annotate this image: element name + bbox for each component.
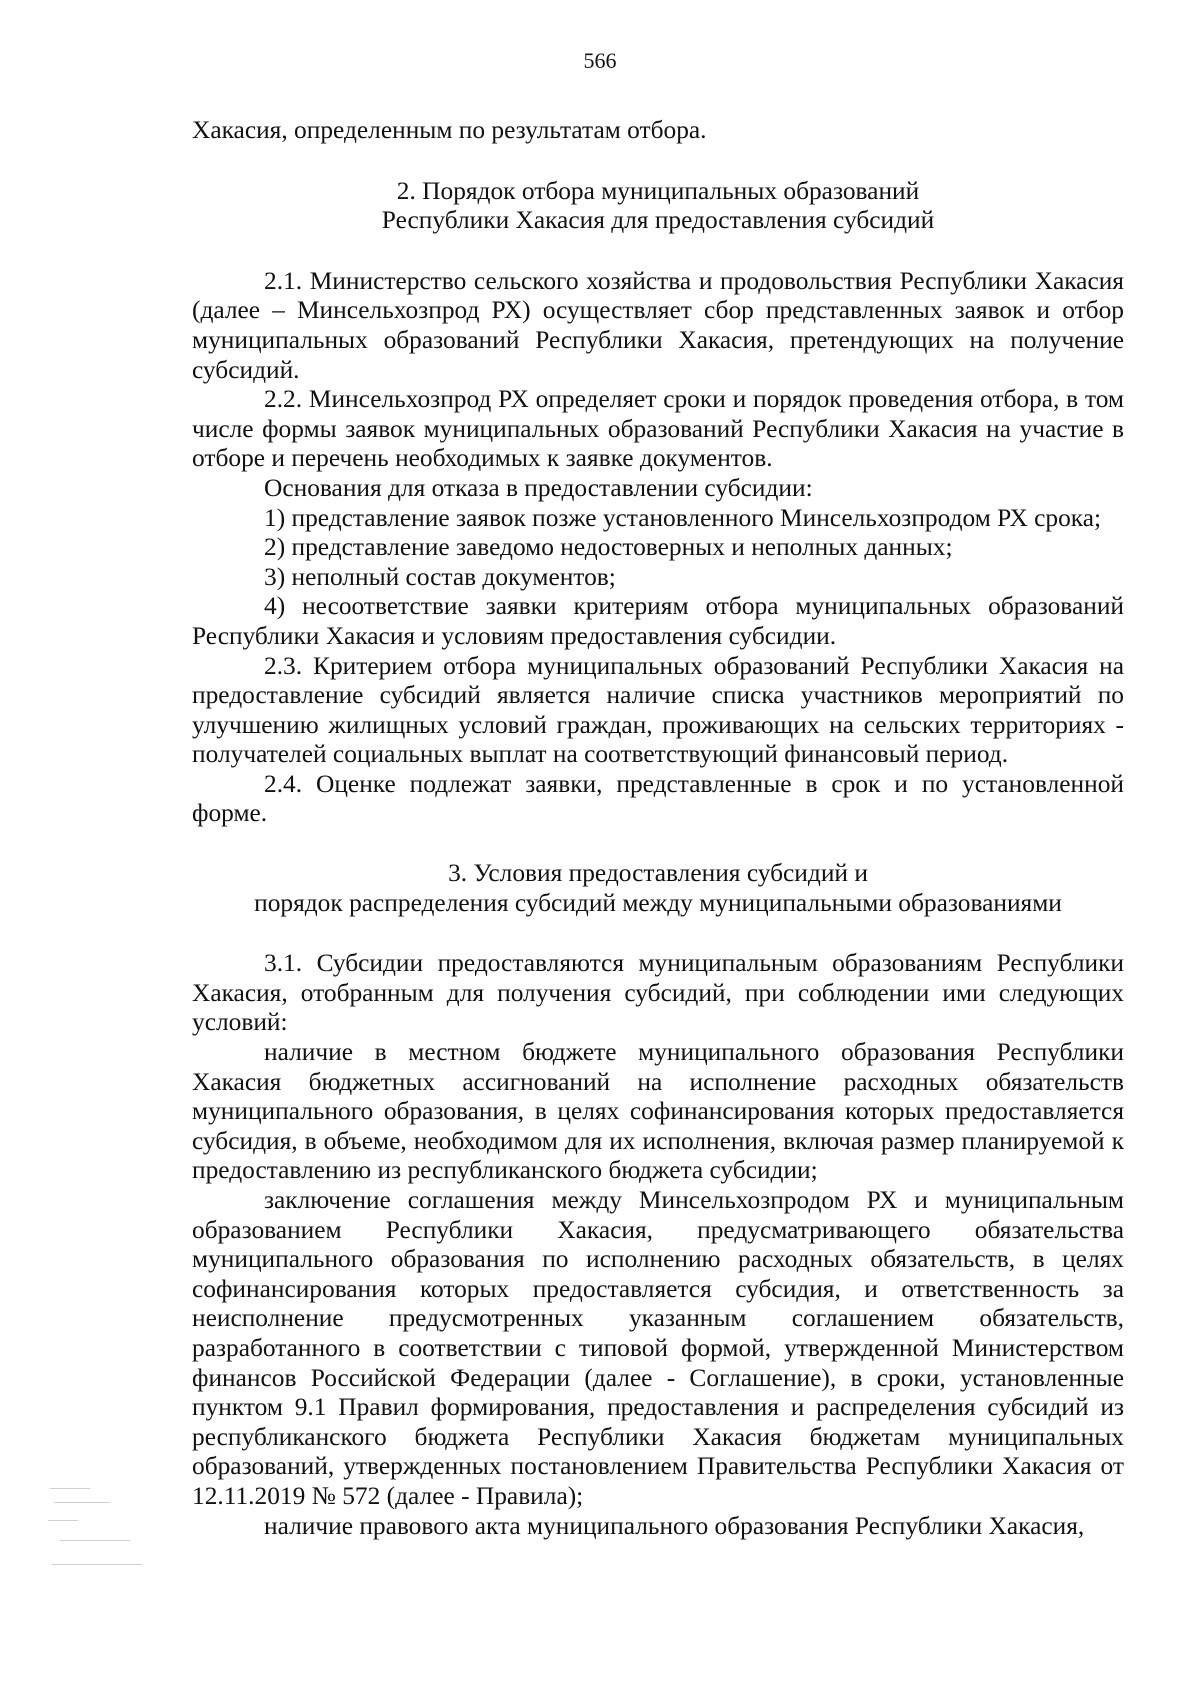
page-number: 566 bbox=[583, 48, 617, 73]
paragraph-2-3: 2.3. Критерием отбора муниципальных образований Республики Хакасия на предоставление субсидий является наличие списка участников мероприятий по улучшению жилищных условий граждан, проживающих на сельских территориях - получателей социальных выплат на соответствующий финансовый период. bbox=[192, 651, 1124, 769]
paragraph-3-1: 3.1. Субсидии предоставляются муниципальным образованиям Республики Хакасия, отобранным для получения субсидий, при соблюдении ими следующих условий: bbox=[192, 949, 1124, 1037]
list-item-2: 2) представление заведомо недостоверных и неполных данных; bbox=[264, 533, 953, 562]
paragraph-2-2: 2.2. Минсельхозпрод РХ определяет сроки и порядок проведения отбора, в том числе формы заявок муниципальных образований Республики Хакасия на участие в отборе и перечень необходимых к заявке документов. bbox=[192, 385, 1124, 473]
list-item-3: 3) неполный состав документов; bbox=[264, 562, 616, 591]
section-heading-2 bbox=[192, 177, 1124, 236]
paragraph-2-1: 2.1. Министерство сельского хозяйства и продовольствия Республики Хакасия (далее – Минсельхозпрод РХ) осуществляет сбор представленных заявок и отбор муниципальных образований Республики Хакасия, претендующих на получение субсидий. bbox=[192, 266, 1124, 384]
paragraph-2-4: 2.4. Оценке подлежат заявки, представленные в срок и по установленной форме. bbox=[192, 769, 1124, 828]
condition-agreement: заключение соглашения между Минсельхозпродом РХ и муниципальным образованием Республики Хакасия, предусматривающего обязательства муниципального образования по исполнению расходных обязательств, в целях софинансирования которых предоставляется субсидия, и ответственность за неисполнение предусмотренных указанным соглашением обязательств, разработанного в соответствии с типовой формой, утвержденной Министерством финансов Российской Федерации (далее - Соглашение), в сроки, установленные пунктом 9.1 Правил формирования, предоставления и распределения субсидий из республиканского бюджета Республики Хакасия бюджетам муниципальных образований, утвержденных постановлением Правительства Республики Хакасия от 12.11.2019 № 572 (далее - Правила); bbox=[192, 1186, 1124, 1510]
condition-legal-act: наличие правового акта муниципального образования Республики Хакасия, bbox=[264, 1511, 1085, 1540]
paragraph-continuation: Хакасия, определенным по результатам отбора. bbox=[192, 116, 707, 144]
section-heading-2-text: 2. Порядок отбора муниципальных образований Республики Хакасия для предоставления субсидий bbox=[381, 176, 935, 235]
paragraph-refusal-grounds: Основания для отказа в предоставлении субсидии: bbox=[264, 473, 813, 502]
scan-noise-marks bbox=[40, 1468, 240, 1588]
condition-budget: наличие в местном бюджете муниципального образования Республики Хакасия бюджетных ассигнований на исполнение расходных обязательств муниципального образования, в целях софинансирования которых предоставляется субсидия, в объеме, необходимом для их исполнения, включая размер планируемой к предоставлению из республиканского бюджета субсидии; bbox=[192, 1038, 1124, 1185]
list-item-1: 1) представление заявок позже установленного Минсельхозпродом РХ срока; bbox=[264, 503, 1102, 532]
document-body bbox=[192, 116, 1124, 1541]
section-heading-3 bbox=[192, 859, 1124, 918]
list-item-4: 4) несоответствие заявки критериям отбора муниципальных образований Республики Хакасия и условиям предоставления субсидии. bbox=[192, 592, 1124, 650]
section-heading-3-text: 3. Условия предоставления субсидий и порядок распределения субсидий между муниципальными образованиями bbox=[254, 859, 1062, 917]
